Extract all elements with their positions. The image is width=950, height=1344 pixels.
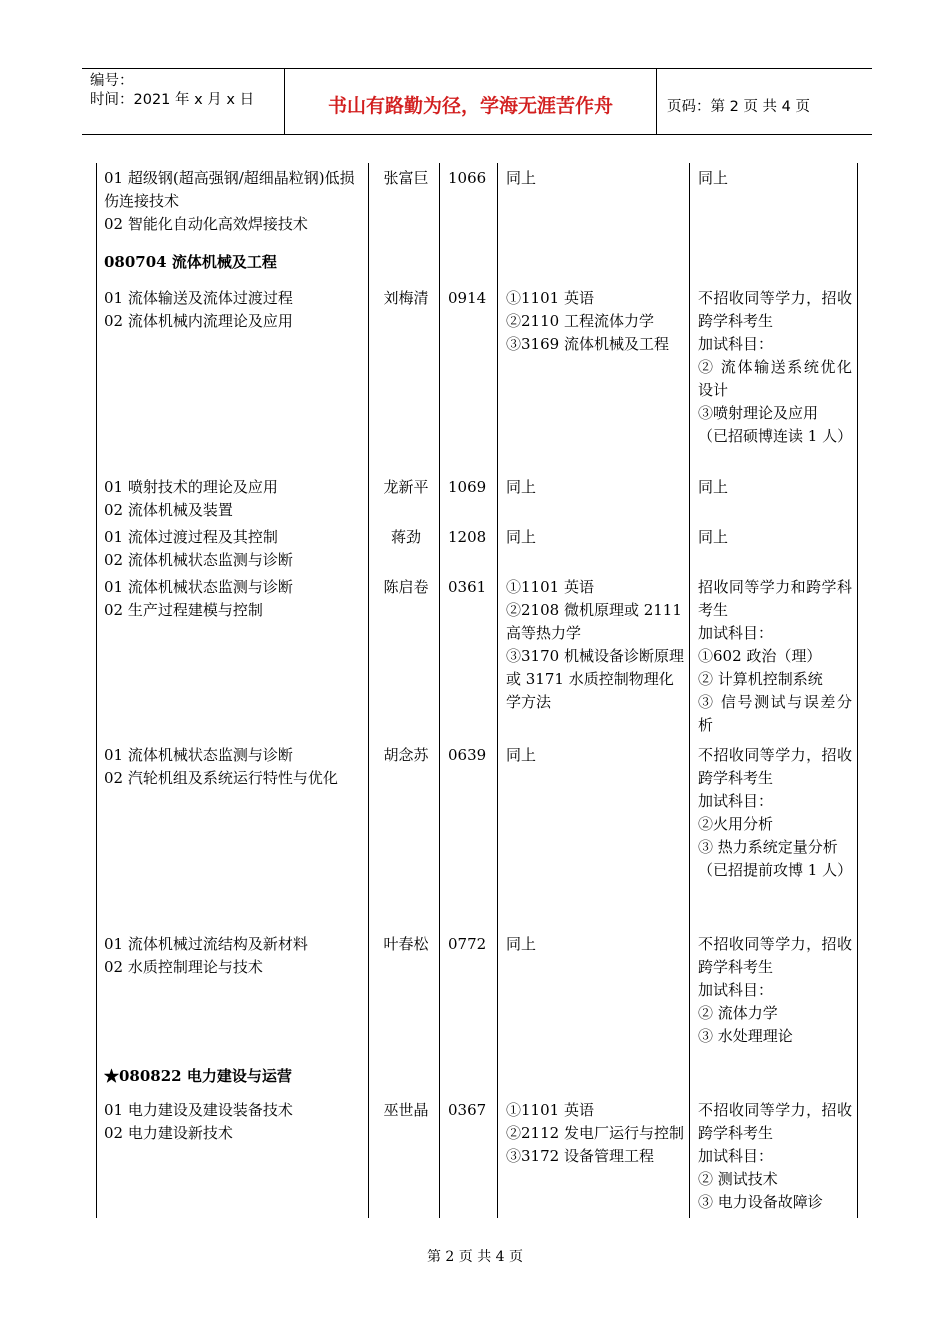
exam-subjects-cell: 同上 [506, 935, 537, 953]
exam-subjects-cell: 同上 [506, 528, 537, 546]
section-heading: ★080822 电力建设与运营 [104, 1067, 292, 1085]
supervisor-cell: 龙新平 [383, 478, 429, 496]
remarks-cell: 不招收同等学力，招收跨学科考生 加试科目： ② 流体输送系统优化设计 ③喷射理论及应用 （已招硕博连读 1 人） [698, 289, 853, 445]
remarks-cell: 不招收同等学力，招收跨学科考生 加试科目： ② 流体力学 ③ 水处理理论 [698, 935, 852, 1045]
supervisor-cell: 叶春松 [383, 935, 429, 953]
document-date-label: 时间：2021 年 x 月 x 日 [90, 92, 255, 108]
research-direction-cell: 01 喷射技术的理论及应用 02 流体机械及装置 [104, 478, 278, 519]
supervisor-code-cell: 0367 [448, 1101, 487, 1119]
remarks-cell: 同上 [698, 528, 729, 546]
program-table [96, 163, 858, 1218]
column-divider [368, 163, 369, 1218]
supervisor-cell: 陈启卷 [383, 578, 429, 596]
supervisor-code-cell: 0361 [448, 578, 487, 596]
research-direction-cell: 01 流体机械状态监测与诊断 02 生产过程建模与控制 [104, 578, 293, 619]
supervisor-code-cell: 1066 [448, 169, 487, 187]
column-divider [439, 163, 440, 1218]
supervisor-code-cell: 1069 [448, 478, 487, 496]
supervisor-cell: 蒋劲 [390, 528, 421, 546]
supervisor-code-cell: 0914 [448, 289, 487, 307]
header-page-number: 页码：第 2 页 共 4 页 [667, 99, 810, 115]
document-number-label: 编号： [90, 73, 134, 89]
exam-subjects-cell: 同上 [506, 169, 537, 187]
research-direction-cell: 01 流体过渡过程及其控制 02 流体机械状态监测与诊断 [104, 528, 293, 569]
remarks-cell: 招收同等学力和跨学科考生 加试科目： ①602 政治（理） ② 计算机控制系统 ③ 信号测试与误差分析 [698, 578, 852, 734]
supervisor-code-cell: 0772 [448, 935, 487, 953]
exam-subjects-cell: ①1101 英语 ②2108 微机原理或 2111 高等热力学 ③3170 机械设备诊断原理或 3171 水质控制物理化学方法 [506, 578, 684, 711]
remarks-cell: 不招收同等学力，招收跨学科考生 加试科目： ② 测试技术 ③ 电力设备故障诊 [698, 1101, 852, 1211]
exam-subjects-cell: ①1101 英语 ②2110 工程流体力学 ③3169 流体机械及工程 [506, 289, 669, 353]
remarks-cell: 不招收同等学力，招收跨学科考生 加试科目： ②火用分析 ③ 热力系统定量分析 （已招提前攻博 1 人） [698, 746, 853, 879]
supervisor-cell: 巫世晶 [383, 1101, 429, 1119]
research-direction-cell: 01 流体机械状态监测与诊断 02 汽轮机组及系统运行特性与优化 [104, 746, 338, 787]
supervisor-cell: 张富巨 [383, 169, 429, 187]
page-header [82, 68, 872, 135]
table-border-right [857, 163, 858, 1218]
remarks-cell: 同上 [698, 169, 729, 187]
column-divider [497, 163, 498, 1218]
column-divider [689, 163, 690, 1218]
exam-subjects-cell: 同上 [506, 746, 537, 764]
supervisor-cell: 刘梅清 [383, 289, 429, 307]
section-heading: 080704 流体机械及工程 [104, 253, 277, 271]
research-direction-cell: 01 流体输送及流体过渡过程 02 流体机械内流理论及应用 [104, 289, 293, 330]
header-motto: 书山有路勤为径，学海无涯苦作舟 [284, 69, 657, 134]
exam-subjects-cell: ①1101 英语 ②2112 发电厂运行与控制 ③3172 设备管理工程 [506, 1101, 684, 1165]
supervisor-code-cell: 0639 [448, 746, 487, 764]
page-footer: 第 2 页 共 4 页 [426, 1249, 524, 1265]
remarks-cell: 同上 [698, 478, 729, 496]
research-direction-cell: 01 超级钢(超高强钢/超细晶粒钢)低损伤连接技术 02 智能化自动化高效焊接技术 [104, 169, 355, 233]
exam-subjects-cell: 同上 [506, 478, 537, 496]
supervisor-cell: 胡念苏 [383, 746, 429, 764]
supervisor-code-cell: 1208 [448, 528, 487, 546]
research-direction-cell: 01 电力建设及建设装备技术 02 电力建设新技术 [104, 1101, 293, 1142]
table-border-left [96, 163, 97, 1218]
research-direction-cell: 01 流体机械过流结构及新材料 02 水质控制理论与技术 [104, 935, 308, 976]
header-info [82, 69, 284, 134]
